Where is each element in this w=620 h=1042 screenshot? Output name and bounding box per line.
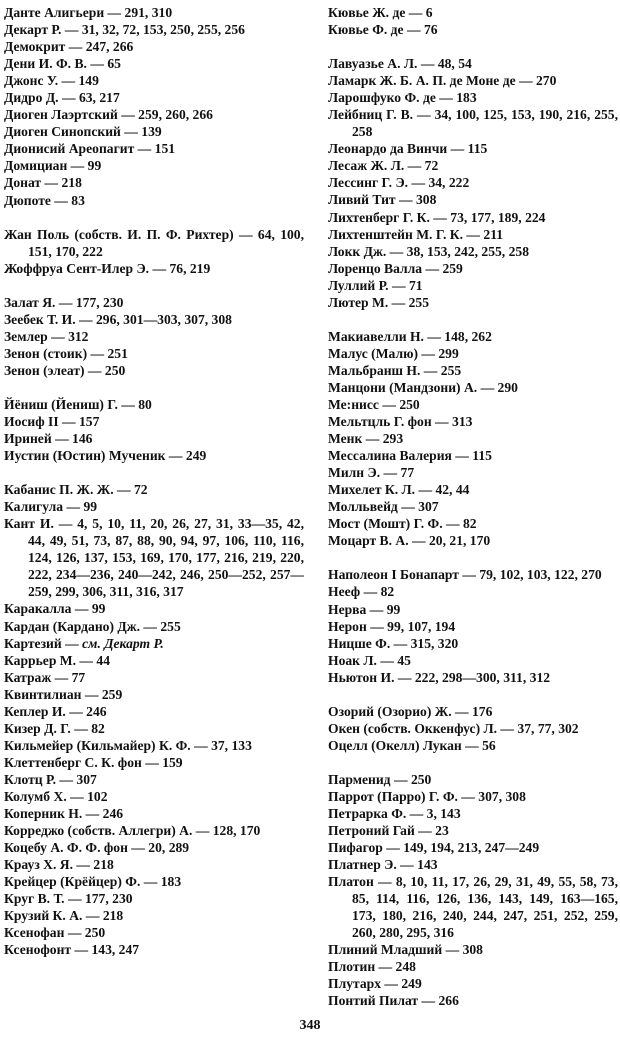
index-entry-text: Домициан — 99 <box>4 158 102 174</box>
index-entry-text: Кювье Ж. де — 6 <box>328 5 433 20</box>
index-entry-text: Моцарт В. А. — 20, 21, 170 <box>328 533 491 549</box>
index-entry <box>4 260 304 277</box>
index-entry <box>4 924 304 941</box>
index-entry <box>328 226 618 243</box>
index-entry <box>4 55 304 72</box>
index-entry-text: Жан Поль (собств. И. П. Ф. Рихтер) — 64, 100, 151, 170, 222 <box>4 226 304 259</box>
letter-gap <box>4 277 304 294</box>
index-entry-text: Коцебу А. Ф. Ф. фон — 20, 289 <box>4 840 190 856</box>
index-entry-text: Кизер Д. Г. — 82 <box>4 720 105 736</box>
index-entry-text: Ксенофонт — 143, 247 <box>4 942 140 958</box>
index-entry-text: Нерон — 99, 107, 194 <box>328 618 456 634</box>
index-entry-text: Клеттенберг С. К. фон — 159 <box>4 754 183 770</box>
index-entry <box>328 89 618 106</box>
index-entry-text: Михелет К. Л. — 42, 44 <box>328 482 470 498</box>
index-entry <box>4 38 304 55</box>
index-entry-text: Ньютон И. — 222, 298—300, 311, 312 <box>328 669 551 685</box>
index-entry-text: Милн Э. — 77 <box>328 465 415 481</box>
index-entry <box>328 788 618 805</box>
index-entry-text: Залат Я. — 177, 230 <box>4 294 124 310</box>
index-entry <box>328 294 618 311</box>
index-entry <box>4 771 304 788</box>
index-entry-text: Декарт Р. — 31, 32, 72, 153, 250, 255, 256 <box>4 22 245 38</box>
index-entry-text: Мост (Мошт) Г. Ф. — 82 <box>328 516 477 532</box>
index-entry-text: Крауз Х. Я. — 218 <box>4 857 114 873</box>
index-entry <box>4 890 304 907</box>
index-entry <box>4 328 304 345</box>
index-entry <box>4 123 304 140</box>
index-entry-text: Платнер Э. — 143 <box>328 857 438 873</box>
index-entry <box>328 345 618 362</box>
index-entry <box>4 907 304 924</box>
index-entry <box>4 396 304 413</box>
index-entry <box>328 652 618 669</box>
index-entry-text: Мельтцль Г. фон — 313 <box>328 414 473 430</box>
index-entry <box>4 72 304 89</box>
index-entry <box>4 703 304 720</box>
index-entry-text: Зеебек Т. И. — 296, 301—303, 307, 308 <box>4 311 232 327</box>
index-entry-text: Кильмейер (Кильмайер) К. Ф. — 37, 133 <box>4 737 252 753</box>
index-entry <box>328 720 618 737</box>
index-entry-text: Макиавелли Н. — 148, 262 <box>328 328 492 344</box>
index-entry-text: Лихтенберг Г. К. — 73, 177, 189, 224 <box>328 209 546 225</box>
index-entry-text: Наполеон I Бонапарт — 79, 102, 103, 122, 270 <box>328 567 602 583</box>
index-entry <box>328 822 618 839</box>
index-entry-text: Колумб Х. — 102 <box>4 788 108 804</box>
index-entry <box>328 447 618 464</box>
index-entry <box>4 839 304 856</box>
index-entry <box>328 4 618 21</box>
index-entry-text: Мальбранш Н. — 255 <box>328 362 462 378</box>
index-entry <box>4 157 304 174</box>
index-entry <box>4 174 304 191</box>
index-entry <box>328 635 618 652</box>
index-entry-text: Ницше Ф. — 315, 320 <box>328 635 459 651</box>
index-entry <box>328 396 618 413</box>
index-entry <box>4 192 304 209</box>
index-entry-text: Коперник Н. — 246 <box>4 806 124 822</box>
letter-gap <box>328 686 618 703</box>
index-entry <box>328 703 618 720</box>
index-entry-text: Платон — 8, 10, 11, 17, 26, 29, 31, 49, 55, 58, 73, 85, 114, 116, 126, 136, 143, 149, 163—165, 173, 180, 216, 240, 244, 247, 251, 252, 259, 260, 280, 295, 316 <box>328 874 618 941</box>
index-entry-text: Менк — 293 <box>328 431 404 447</box>
index-entry <box>4 618 304 635</box>
letter-gap <box>4 209 304 226</box>
index-entry-text: Ириней — 146 <box>4 431 93 447</box>
index-entry-text: Калигула — 99 <box>4 499 98 515</box>
index-entry-text: Кабанис П. Ж. Ж. — 72 <box>4 482 148 498</box>
index-entry-text: Кювье Ф. де — 76 <box>328 22 438 38</box>
index-entry <box>4 430 304 447</box>
index-entry <box>4 21 304 38</box>
index-entry-text: Диоген Синопский — 139 <box>4 124 162 140</box>
index-entry-text: Петрарка Ф. — 3, 143 <box>328 805 461 821</box>
index-entry-text: Плотин — 248 <box>328 959 416 975</box>
index-entry-text: Картезий — <box>4 635 83 651</box>
index-entry <box>328 566 618 583</box>
index-entry <box>328 601 618 618</box>
index-entry <box>4 140 304 157</box>
index-entry <box>4 498 304 515</box>
index-entry-text: Лихтенштейн М. Г. К. — 211 <box>328 226 504 242</box>
index-entry-text: Иосиф II — 157 <box>4 413 100 429</box>
index-entry-text: Дюпоте — 83 <box>4 192 85 208</box>
index-entry <box>4 754 304 771</box>
index-entry-text: Ксенофан — 250 <box>4 925 106 941</box>
right-column <box>328 4 618 1010</box>
index-entry <box>328 532 618 549</box>
index-entry-text: Леонардо да Винчи — 115 <box>328 141 488 157</box>
index-entry <box>4 413 304 430</box>
index-entry-text: Лессинг Г. Э. — 34, 222 <box>328 175 470 191</box>
index-entry <box>328 669 618 686</box>
index-entry-text: Ламарк Ж. Б. А. П. де Моне де — 270 <box>328 73 557 89</box>
index-entry <box>328 362 618 379</box>
index-entry-text: Парменид — 250 <box>328 771 432 787</box>
index-entry <box>4 652 304 669</box>
index-entry <box>328 805 618 822</box>
index-entry <box>328 481 618 498</box>
index-entry-text: Крузий К. А. — 218 <box>4 908 124 924</box>
index-entry-text: Каракалла — 99 <box>4 601 106 617</box>
index-entry <box>4 635 304 652</box>
index-entry <box>328 839 618 856</box>
index-entry-text: Оцелл (Окелл) Лукан — 56 <box>328 737 496 753</box>
index-entry <box>4 822 304 839</box>
index-entry <box>4 737 304 754</box>
index-entry-text: Клотц Р. — 307 <box>4 771 97 787</box>
index-entry-text: Петроний Гай — 23 <box>328 823 449 839</box>
index-entry-text: Иустин (Юстин) Мученик — 249 <box>4 448 207 464</box>
index-entry-text: Кардан (Кардано) Дж. — 255 <box>4 618 181 634</box>
index-entry-text: Джонс У. — 149 <box>4 73 99 89</box>
index-entry <box>4 89 304 106</box>
index-entry-text: Лесаж Ж. Л. — 72 <box>328 158 439 174</box>
index-entry-text: Понтий Пилат — 266 <box>328 993 459 1009</box>
index-entry-text: Лавуазье А. Л. — 48, 54 <box>328 56 472 72</box>
index-entry-text: Ливий Тит — 308 <box>328 192 437 208</box>
index-entry <box>328 992 618 1009</box>
index-entry <box>328 157 618 174</box>
index-entry-text: Круг В. Т. — 177, 230 <box>4 891 133 907</box>
index-entry <box>4 294 304 311</box>
index-entry <box>328 106 618 140</box>
index-entry-text: Лютер М. — 255 <box>328 294 430 310</box>
index-entry <box>328 21 618 38</box>
index-entry-text: Ме:нисс — 250 <box>328 396 420 412</box>
index-entry <box>328 583 618 600</box>
index-entry-text: Донат — 218 <box>4 175 82 191</box>
index-entry-text: Нерва — 99 <box>328 601 401 617</box>
index-entry <box>4 856 304 873</box>
index-entry <box>4 311 304 328</box>
index-entry-text: Демокрит — 247, 266 <box>4 39 134 55</box>
index-entry-text: Локк Дж. — 38, 153, 242, 255, 258 <box>328 243 529 259</box>
index-entry-text: Нееф — 82 <box>328 584 395 600</box>
letter-gap <box>328 311 618 328</box>
index-entry-text: Йёниш (Йениш) Г. — 80 <box>4 396 152 412</box>
index-entry-text: Кант И. — 4, 5, 10, 11, 20, 26, 27, 31, 33—35, 42, 44, 49, 51, 73, 87, 88, 90, 94, 97, 106, 110, 116, 124, 126, 137, 153, 169, 170, 177, 216, 219, 220, 222, 234—236, 240—242, 246, 250—252, 257—259, 299, 306, 311, 316, 317 <box>4 516 304 600</box>
index-entry-text: Крейцер (Крёйцер) Ф. — 183 <box>4 874 182 890</box>
index-entry <box>328 379 618 396</box>
index-entry-text: Лоренцо Валла — 259 <box>328 260 463 276</box>
index-entry <box>328 243 618 260</box>
index-entry <box>4 669 304 686</box>
index-entry-text: Зенон (элеат) — 250 <box>4 362 126 378</box>
index-entry-text: Диоген Лаэртский — 259, 260, 266 <box>4 107 213 123</box>
index-entry-text: Корреджо (собств. Аллегри) А. — 128, 170 <box>4 823 261 839</box>
index-entry <box>4 720 304 737</box>
see-reference: см. Декарт Р. <box>82 635 164 651</box>
index-entry-text: Озорий (Озорио) Ж. — 176 <box>328 703 493 719</box>
index-entry <box>4 106 304 123</box>
index-entry <box>328 191 618 208</box>
index-entry <box>4 4 304 21</box>
index-entry <box>328 55 618 72</box>
index-entry <box>328 515 618 532</box>
index-entry-text: Данте Алигьери — 291, 310 <box>4 5 173 20</box>
letter-gap <box>4 464 304 481</box>
letter-gap <box>328 754 618 771</box>
index-entry-text: Паррот (Парро) Г. Ф. — 307, 308 <box>328 788 526 804</box>
index-entry-text: Манцони (Мандзони) А. — 290 <box>328 379 518 395</box>
index-entry-text: Ноак Л. — 45 <box>328 652 411 668</box>
index-entry <box>328 328 618 345</box>
index-entry <box>4 600 304 617</box>
index-entry-text: Ларошфуко Ф. де — 183 <box>328 90 477 106</box>
index-entry <box>328 140 618 157</box>
index-entry-text: Плиний Младший — 308 <box>328 942 483 958</box>
index-entry-text: Пифагор — 149, 194, 213, 247—249 <box>328 840 540 856</box>
index-entry-text: Плутарх — 249 <box>328 976 422 992</box>
index-entry-text: Катраж — 77 <box>4 669 86 685</box>
index-entry <box>328 856 618 873</box>
index-entry-text: Луллий Р. — 71 <box>328 277 423 293</box>
index-entry-text: Землер — 312 <box>4 328 89 344</box>
letter-gap <box>328 38 618 55</box>
index-entry-text: Квинтилиан — 259 <box>4 686 123 702</box>
index-entry <box>328 958 618 975</box>
index-entry <box>4 362 304 379</box>
index-entry <box>4 515 304 600</box>
index-entry-text: Жоффруа Сент-Илер Э. — 76, 219 <box>4 260 211 276</box>
index-entry <box>328 413 618 430</box>
index-entry-text: Дени И. Ф. В. — 65 <box>4 56 121 72</box>
index-entry <box>4 345 304 362</box>
index-entry <box>328 260 618 277</box>
index-entry <box>328 975 618 992</box>
index-entry-text: Кеплер И. — 246 <box>4 703 107 719</box>
index-entry <box>4 805 304 822</box>
index-entry-text: Лейбниц Г. В. — 34, 100, 125, 153, 190, 216, 255, 258 <box>328 107 618 140</box>
index-entry-text: Окен (собств. Оккенфус) Л. — 37, 77, 302 <box>328 720 579 736</box>
index-entry <box>4 447 304 464</box>
index-entry <box>328 737 618 754</box>
index-entry <box>4 788 304 805</box>
left-column <box>4 4 304 958</box>
index-entry <box>4 226 304 260</box>
index-entry <box>4 941 304 958</box>
index-entry <box>328 618 618 635</box>
index-entry-text: Молльвейд — 307 <box>328 499 439 515</box>
index-entry <box>328 430 618 447</box>
index-entry-text: Малус (Малю) — 299 <box>328 345 459 361</box>
page-number: 348 <box>299 1018 321 1033</box>
index-entry <box>328 72 618 89</box>
index-entry <box>328 174 618 191</box>
index-entry <box>4 873 304 890</box>
letter-gap <box>328 549 618 566</box>
index-entry <box>4 686 304 703</box>
index-entry <box>328 464 618 481</box>
index-entry <box>328 209 618 226</box>
index-entry <box>328 873 618 941</box>
index-entry <box>328 941 618 958</box>
index-entry-text: Дидро Д. — 63, 217 <box>4 90 120 106</box>
index-entry <box>328 277 618 294</box>
index-entry-text: Зенон (стоик) — 251 <box>4 345 128 361</box>
index-entry <box>4 481 304 498</box>
index-entry <box>328 498 618 515</box>
index-entry-text: Мессалина Валерия — 115 <box>328 448 492 464</box>
index-entry-text: Каррьер М. — 44 <box>4 652 110 668</box>
letter-gap <box>4 379 304 396</box>
index-entry <box>328 771 618 788</box>
index-entry-text: Дионисий Ареопагит — 151 <box>4 141 176 157</box>
